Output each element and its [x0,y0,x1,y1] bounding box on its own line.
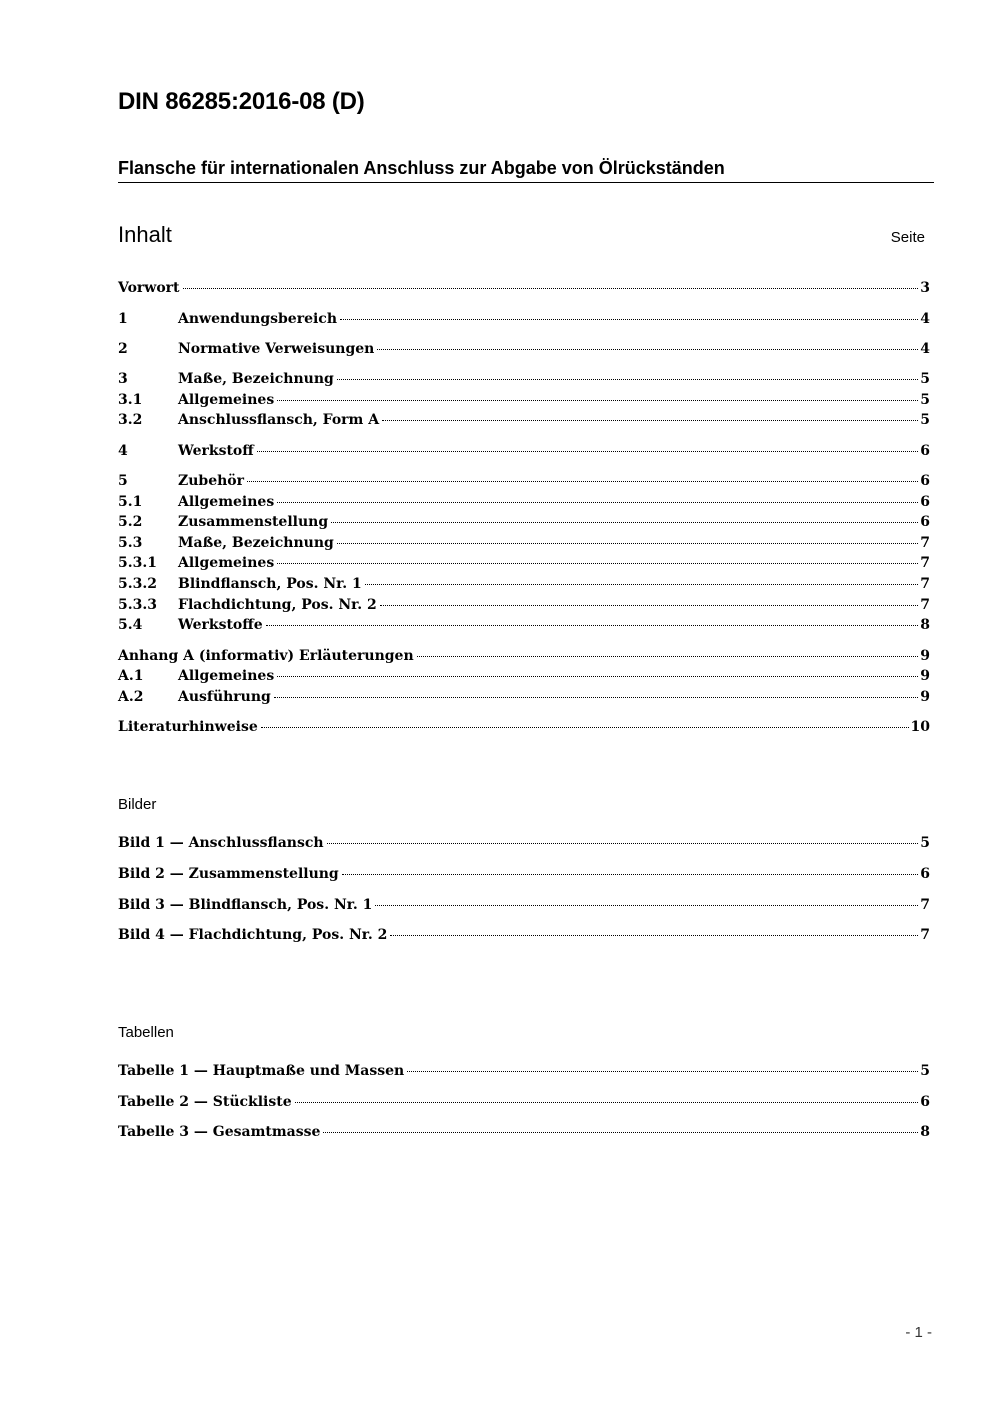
toc-entry-title: Allgemeines [178,392,275,408]
toc-entry[interactable] [118,514,930,534]
toc-entry-title: Werkstoff [178,443,254,459]
toc-entry-number: 4 [118,443,128,459]
table-entry-title: Tabelle 1 — Hauptmaße und Massen [118,1063,405,1079]
table-entry-page: 6 [920,1094,930,1110]
toc-entry[interactable] [118,311,930,331]
toc-entry-page: 4 [920,311,930,327]
toc-heading: Inhalt [118,222,172,247]
dot-leader [340,319,918,320]
dot-leader [382,420,918,421]
dot-leader [337,379,918,380]
toc-entry-number: 5.3.1 [118,555,157,571]
toc-entry-page: 7 [920,535,930,551]
toc-entry-title: Maße, Bezeichnung [178,535,334,551]
toc-entry[interactable] [118,473,930,493]
toc-entry-page: 5 [920,392,930,408]
dot-leader [342,874,919,875]
toc-entry[interactable] [118,280,930,300]
table-entry-title: Tabelle 2 — Stückliste [118,1094,292,1110]
dot-leader [295,1102,919,1103]
toc-entry[interactable] [118,617,930,637]
toc-entry-title: Normative Verweisungen [178,341,375,357]
toc-entry-page: 6 [920,443,930,459]
toc-entry-number: 5.2 [118,514,143,530]
page-number: - 1 - [905,1324,932,1341]
figure-entry-title: Bild 2 — Zusammenstellung [118,866,339,882]
toc-entry-number: 2 [118,341,128,357]
toc-entry-page: 9 [920,689,930,705]
toc-entry-page: 7 [920,597,930,613]
figure-entry[interactable] [118,866,930,886]
toc-entry-page: 10 [910,719,930,735]
dot-leader [323,1132,918,1133]
toc-entry-title: Zusammenstellung [178,514,329,530]
toc-entry[interactable] [118,555,930,575]
table-entry[interactable] [118,1124,930,1144]
toc-entry[interactable] [118,392,930,412]
table-entry[interactable] [118,1063,930,1083]
figure-entry-title: Bild 3 — Blindflansch, Pos. Nr. 1 [118,897,373,913]
toc-entry-title: Literaturhinweise [118,719,258,735]
figure-entry-page: 5 [920,835,930,851]
toc-entry-number: 5.3.2 [118,576,157,592]
figure-entry[interactable] [118,897,930,917]
toc-entry[interactable] [118,668,930,688]
toc-entry-title: Anhang A (informativ) Erläuterungen [118,648,414,664]
dot-leader [365,584,919,585]
dot-leader [277,676,918,677]
dot-leader [247,481,918,482]
toc-entry-number: 5.4 [118,617,143,633]
toc-entry-number: 3 [118,371,128,387]
dot-leader [417,656,919,657]
dot-leader [380,605,919,606]
toc-entry-page: 7 [920,576,930,592]
toc-entry-number: A.2 [118,689,144,705]
toc-entry-title: Allgemeines [178,668,275,684]
toc-entry-title: Allgemeines [178,555,275,571]
toc-entry-page: 4 [920,341,930,357]
tables-heading: Tabellen [118,1024,174,1041]
toc-entry[interactable] [118,597,930,617]
toc-entry-title: Vorwort [118,280,180,296]
toc-entry-number: A.1 [118,668,144,684]
dot-leader [327,843,919,844]
toc-entry[interactable] [118,689,930,709]
toc-entry-number: 5.3 [118,535,143,551]
toc-entry-title: Ausführung [178,689,271,705]
toc-entry[interactable] [118,719,930,739]
dot-leader [331,522,918,523]
toc-entry-number: 5 [118,473,128,489]
figure-entry-title: Bild 1 — Anschlussflansch [118,835,324,851]
figure-entry[interactable] [118,835,930,855]
toc-entry-title: Blindflansch, Pos. Nr. 1 [178,576,362,592]
document-id: DIN 86285:2016-08 (D) [118,88,365,115]
table-entry-page: 5 [920,1063,930,1079]
table-entry-page: 8 [920,1124,930,1140]
toc-entry-page: 9 [920,668,930,684]
toc-entry-number: 5.1 [118,494,143,510]
toc-entry-title: Anschlussflansch, Form A [178,412,380,428]
dot-leader [377,349,918,350]
figures-heading: Bilder [118,796,157,813]
dot-leader [277,563,918,564]
toc-entry-title: Zubehör [178,473,244,489]
toc-entry[interactable] [118,412,930,432]
dot-leader [266,625,919,626]
toc-entry-title: Flachdichtung, Pos. Nr. 2 [178,597,377,613]
toc-entry[interactable] [118,494,930,514]
toc-entry-title: Anwendungsbereich [178,311,337,327]
toc-entry[interactable] [118,576,930,596]
figure-entry[interactable] [118,927,930,947]
figure-entry-page: 6 [920,866,930,882]
toc-entry-number: 3.1 [118,392,143,408]
dot-leader [257,451,919,452]
toc-entry-number: 3.2 [118,412,143,428]
dot-leader [183,288,919,289]
dot-leader [375,905,918,906]
toc-entry-page: 6 [920,494,930,510]
dot-leader [337,543,918,544]
toc-entry-number: 1 [118,311,128,327]
toc-entry-page: 7 [920,555,930,571]
toc-entry[interactable] [118,443,930,463]
dot-leader [407,1071,918,1072]
toc-entry-number: 5.3.3 [118,597,157,613]
toc-entry[interactable] [118,648,930,668]
toc-entry-title: Allgemeines [178,494,275,510]
toc-entry-page: 9 [920,648,930,664]
toc-entry-page: 6 [920,473,930,489]
toc-entry-page: 5 [920,371,930,387]
toc-entry-title: Maße, Bezeichnung [178,371,334,387]
figure-entry-page: 7 [920,897,930,913]
figure-entry-title: Bild 4 — Flachdichtung, Pos. Nr. 2 [118,927,388,943]
toc-entry[interactable] [118,535,930,555]
toc-entry-title: Werkstoffe [178,617,263,633]
toc-entry[interactable] [118,371,930,391]
figure-entry-page: 7 [920,927,930,943]
dot-leader [274,697,918,698]
toc-entry[interactable] [118,341,930,361]
toc-entry-page: 3 [920,280,930,296]
dot-leader [277,400,918,401]
dot-leader [261,727,909,728]
document-subtitle: Flansche für internationalen Anschluss zur Abgabe von Ölrückständen [118,158,934,183]
page-column-label: Seite [890,229,925,246]
dot-leader [390,935,918,936]
toc-entry-page: 8 [920,617,930,633]
table-entry[interactable] [118,1094,930,1114]
toc-entry-page: 6 [920,514,930,530]
table-entry-title: Tabelle 3 — Gesamtmasse [118,1124,321,1140]
toc-entry-page: 5 [920,412,930,428]
dot-leader [277,502,918,503]
